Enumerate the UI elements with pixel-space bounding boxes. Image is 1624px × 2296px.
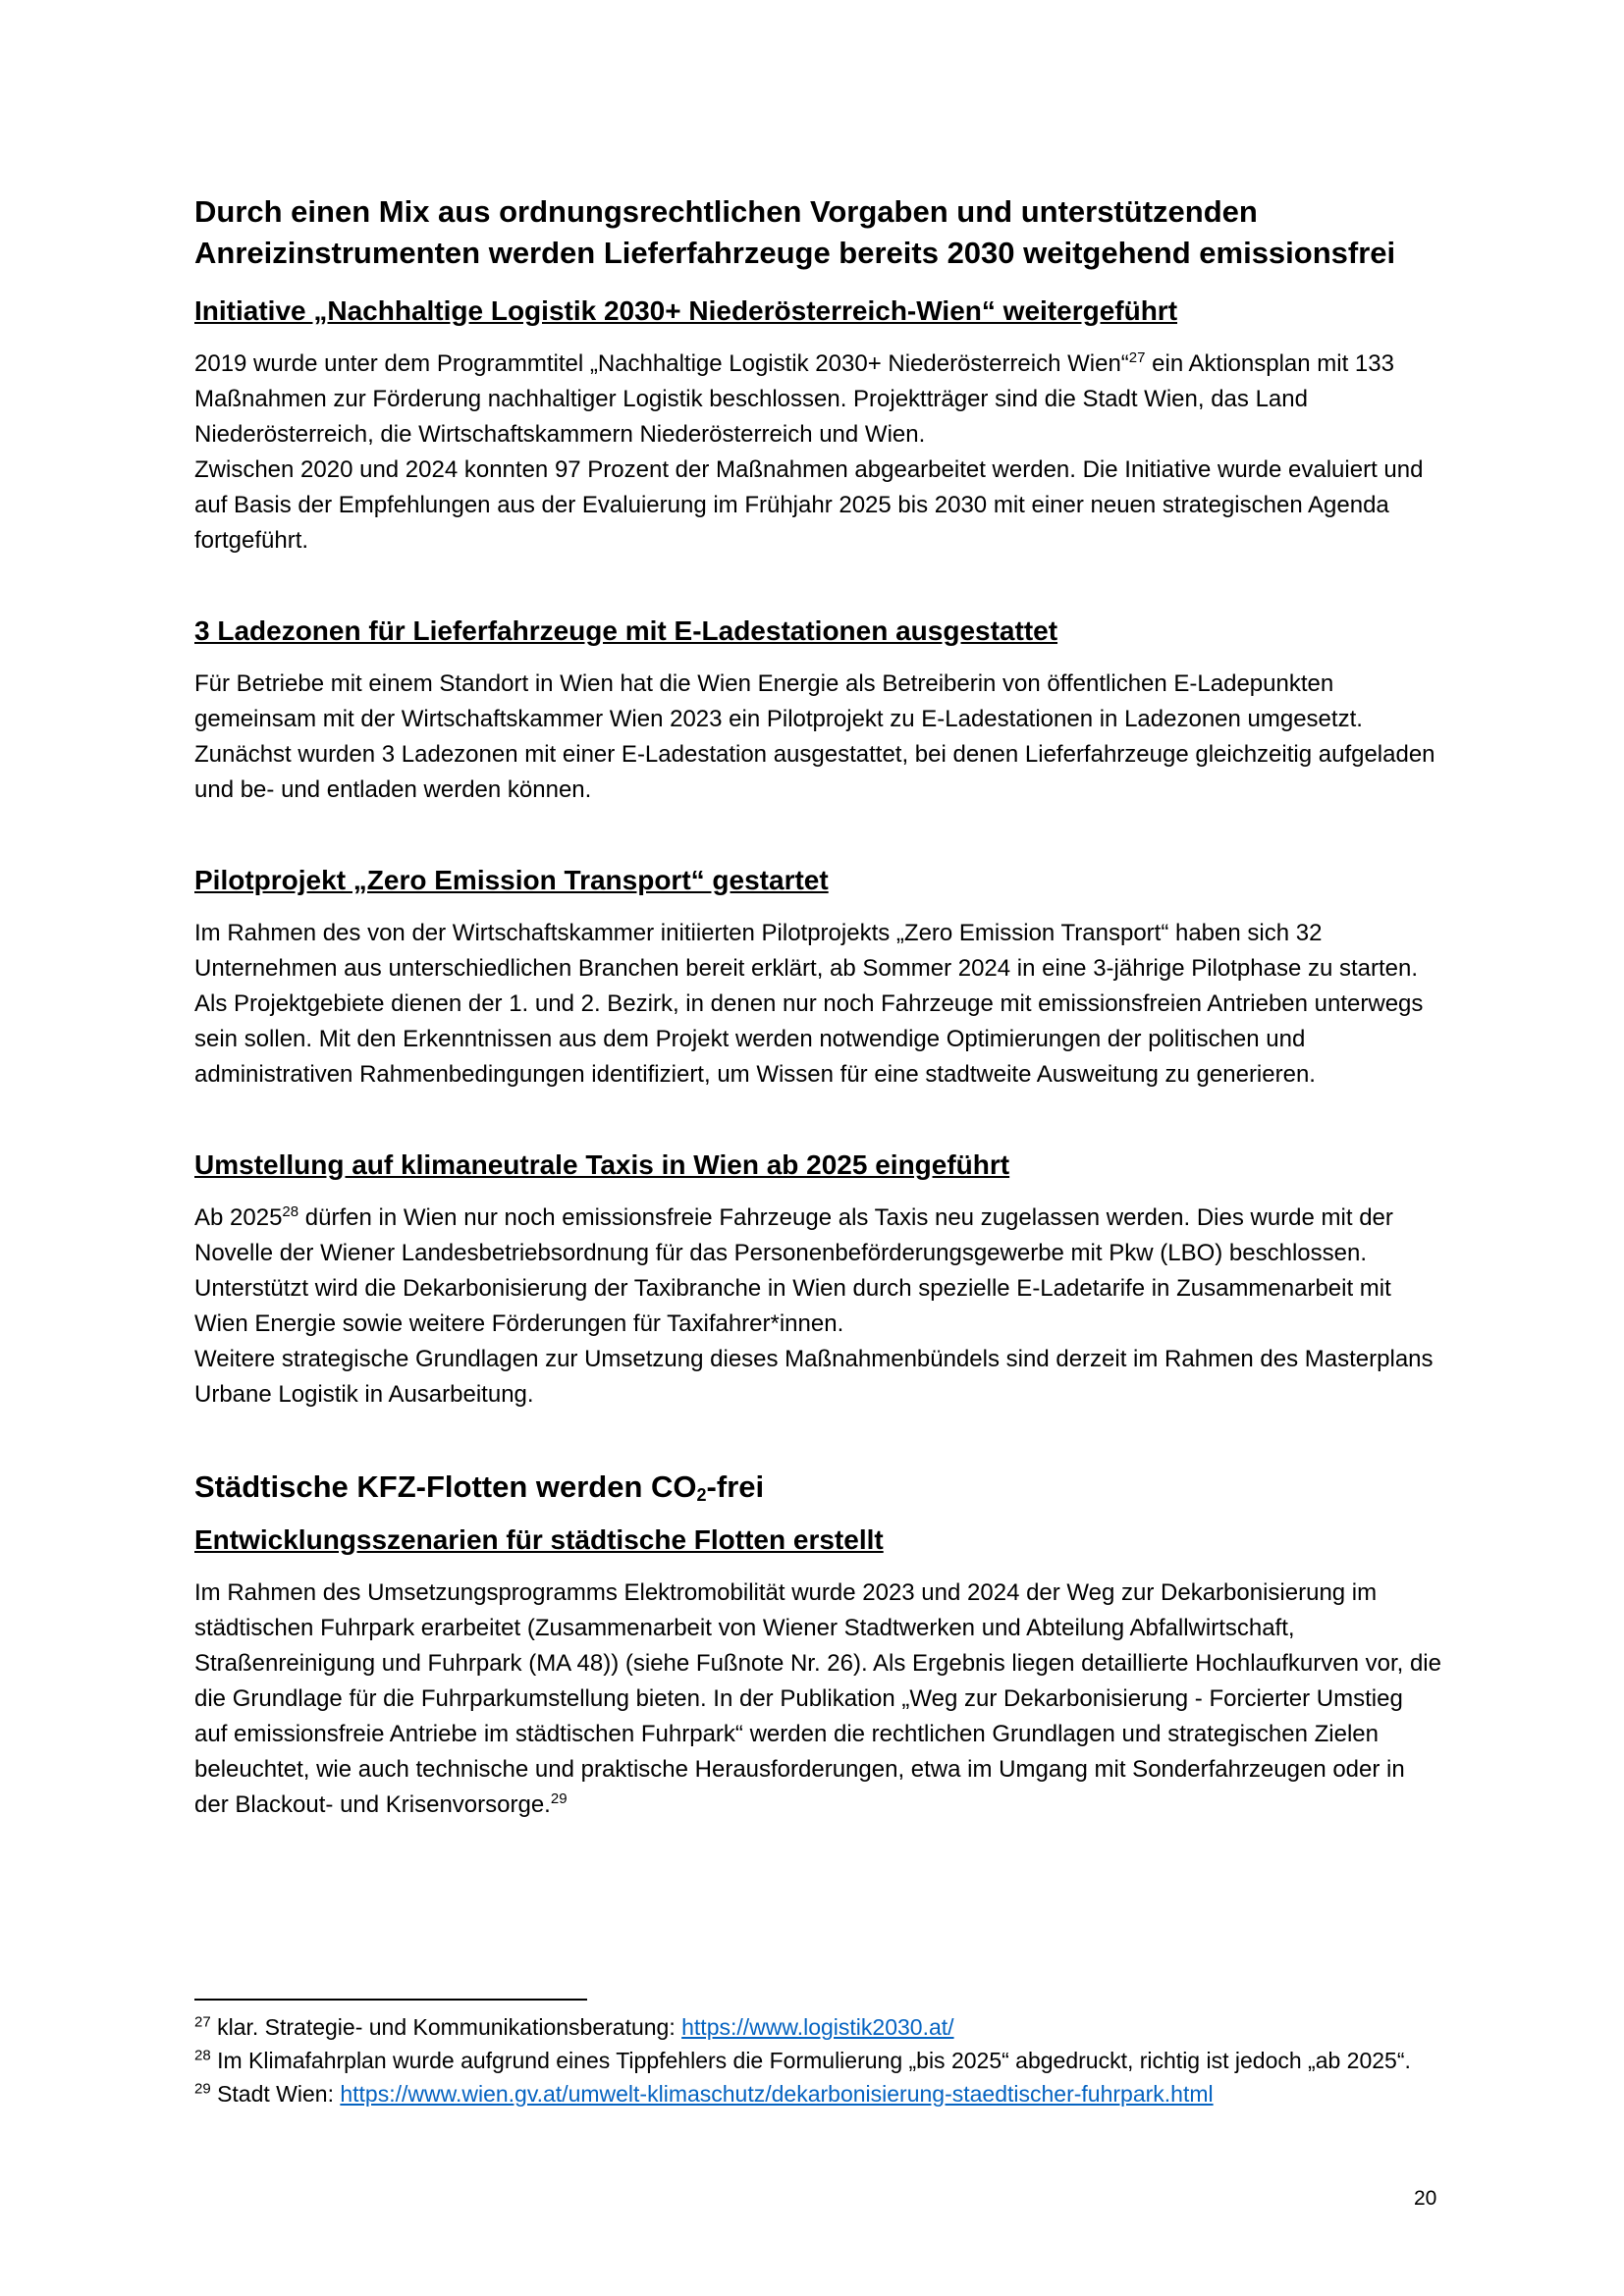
main-heading-line2: Anreizinstrumenten werden Lieferfahrzeuge bereits 2030 weitgehend emissionsfrei: [194, 236, 1396, 270]
footnote-link[interactable]: https://www.logistik2030.at/: [681, 2014, 954, 2040]
main-heading-line1: Durch einen Mix aus ordnungsrechtlichen Vorgaben und unterstützenden: [194, 194, 1258, 229]
section-logistik: [194, 294, 1441, 559]
fleet-heading: Städtische KFZ-Flotten werden $CO_2$-frei: [194, 1469, 765, 1505]
section-title: Pilotprojekt „Zero Emission Transport“ gestartet: [194, 865, 829, 895]
footnote-ref: 28: [282, 1203, 299, 1220]
page-number: 20: [1414, 2187, 1437, 2210]
paragraph: Weitere strategische Grundlagen zur Umsetzung dieses Maßnahmenbündels sind derzeit im Rahmen des Masterplans Urbane Logistik in Ausarbeitung.: [194, 1346, 1434, 1408]
footnote-link[interactable]: https://www.wien.gv.at/umwelt-klimaschutz/dekarbonisierung-staedtischer-fuhrpark.html: [340, 2081, 1214, 2107]
section-fleet: [194, 1468, 1441, 1823]
section-title: Initiative „Nachhaltige Logistik 2030+ Niederösterreich-Wien“ weitergeführt: [194, 295, 1178, 326]
section-title: 3 Ladezonen für Lieferfahrzeuge mit E-Ladestationen ausgestattet: [194, 615, 1058, 646]
footnote-27: $^{27}$ klar. Strategie- und Kommunikationsberatung: https://www.logistik2030.at/: [194, 2013, 954, 2040]
section-taxis: [194, 1148, 1441, 1413]
footnote-separator: [194, 1999, 587, 2001]
section-ladezonen: [194, 614, 1441, 808]
footnote-ref: 27: [1128, 349, 1146, 366]
section-zero-emission: [194, 863, 1441, 1093]
document-body: [194, 191, 1441, 1823]
paragraph: Für Betriebe mit einem Standort in Wien hat die Wien Energie als Betreiberin von öffentlichen E-Ladepunkten gemeinsam mit der Wirtschaftskammer Wien 2023 ein Pilotprojekt zu E-Ladestationen in Ladezonen umgesetzt. Zunächst wurden 3 Ladezonen mit einer E-Ladestation ausgestattet, bei denen Lieferfahrzeuge gleichzeitig aufgeladen und be- und entladen werden können.: [194, 670, 1435, 803]
footnote-29: $^{29}$ Stadt Wien: https://www.wien.gv.at/umwelt-klimaschutz/dekarbonisierung-staedtischer-fuhrpark.html: [194, 2080, 1214, 2107]
footnote-28: $^{28}$ Im Klimafahrplan wurde aufgrund eines Tippfehlers die Formulierung „bis 2025“ abgedruckt, richtig ist jedoch „ab 2025“.: [194, 2047, 1411, 2073]
section-title: Umstellung auf klimaneutrale Taxis in Wien ab 2025 eingeführt: [194, 1149, 1010, 1180]
paragraph: Im Rahmen des Umsetzungsprogramms Elektromobilität wurde 2023 und 2024 der Weg zur Dekarbonisierung im städtischen Fuhrpark erarbeitet (Zusammenarbeit von Wiener Stadtwerken und Abteilung Abfallwirtschaft, Straßenreinigung und Fuhrpark (MA 48)) (siehe Fußnote Nr. 26). Als Ergebnis liegen detaillierte Hochlaufkurven vor, die die Grundlage für die Fuhrparkumstellung bieten. In der Publikation „Weg zur Dekarbonisierung - Forcierter Umstieg auf emissionsfreie Antriebe im städtischen Fuhrpark“ werden die rechtlichen Grundlagen und strategischen Zielen beleuchtet, wie auch technische und praktische Herausforderungen, etwa im Umgang mit Sonderfahrzeugen oder in der Blackout- und Krisenvorsorge.$^{29}$: [194, 1579, 1441, 1818]
paragraph: Ab 2025$^{28}$ dürfen in Wien nur noch emissionsfreie Fahrzeuge als Taxis neu zugelassen werden. Dies wurde mit der Novelle der Wiener Landesbetriebsordnung für das Personenbeförderungsgewerbe mit Pkw (LBO) beschlossen. Unterstützt wird die Dekarbonisierung der Taxibranche in Wien durch spezielle E-Ladetarife in Zusammenarbeit mit Wien Energie sowie weitere Förderungen für Taxifahrer*innen.: [194, 1203, 1393, 1337]
main-heading: [194, 191, 1441, 274]
section-title: Entwicklungsszenarien für städtische Flotten erstellt: [194, 1524, 884, 1555]
paragraph: Im Rahmen des von der Wirtschaftskammer initiierten Pilotprojekts „Zero Emission Transport“ haben sich 32 Unternehmen aus unterschiedlichen Branchen bereit erklärt, ab Sommer 2024 in eine 3-jährige Pilotphase zu starten. Als Projektgebiete dienen der 1. und 2. Bezirk, in denen nur noch Fahrzeuge mit emissionsfreien Antrieben unterwegs sein sollen. Mit den Erkenntnissen aus dem Projekt werden notwendige Optimierungen der politischen und administrativen Rahmenbedingungen identifiziert, um Wissen für eine stadtweite Ausweitung zu generieren.: [194, 920, 1424, 1088]
paragraph: Zwischen 2020 und 2024 konnten 97 Prozent der Maßnahmen abgearbeitet werden. Die Initiative wurde evaluiert und auf Basis der Empfehlungen aus der Evaluierung im Frühjahr 2025 bis 2030 mit einer neuen strategischen Agenda fortgeführt.: [194, 456, 1424, 554]
footnotes: [194, 2010, 1441, 2110]
paragraph: 2019 wurde unter dem Programmtitel „Nachhaltige Logistik 2030+ Niederösterreich Wien“$^{27}$ ein Aktionsplan mit 133 Maßnahmen zur Förderung nachhaltiger Logistik beschlossen. Projektträger sind die Stadt Wien, das Land Niederösterreich, die Wirtschaftskammern Niederösterreich und Wien.: [194, 349, 1394, 448]
footnote-ref: 29: [550, 1790, 568, 1807]
